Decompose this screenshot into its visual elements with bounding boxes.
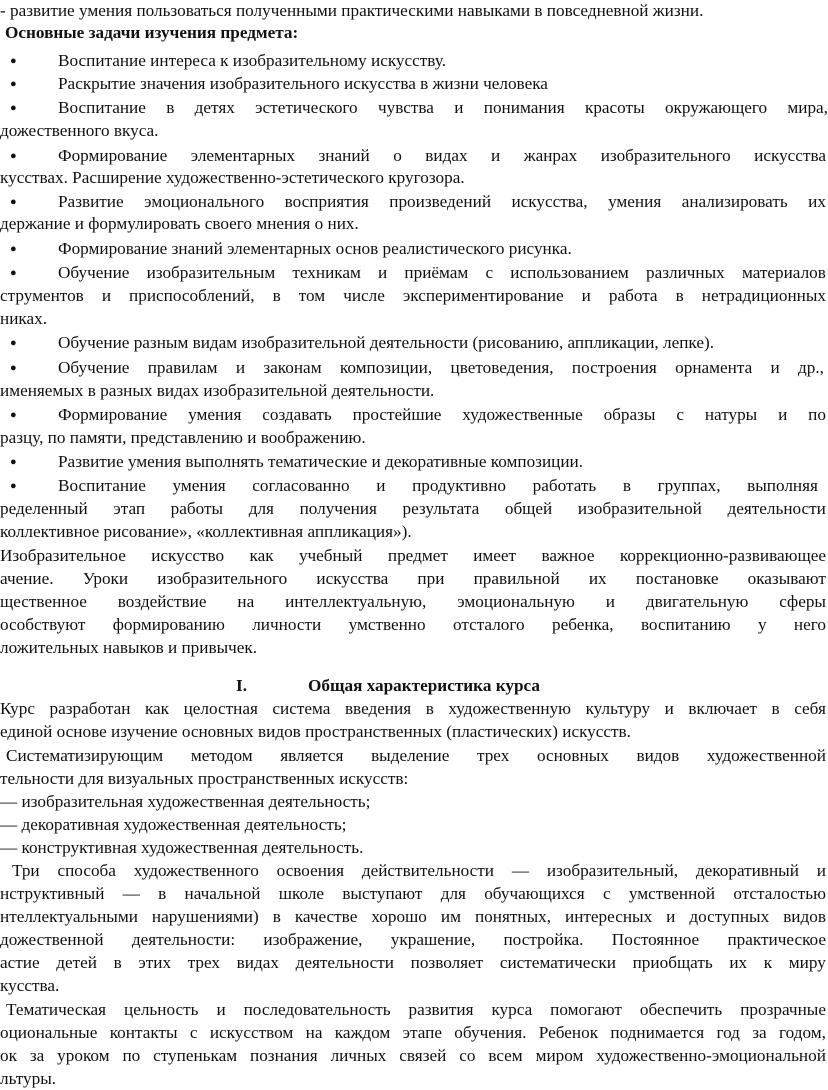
bullet-icon: ● [10,78,17,90]
text-line: дожественного вкуса. [0,121,159,140]
paragraph-line: ложительных навыков и привычек. [0,638,258,657]
paragraph-line: тельности для визуальных пространственных искусств: [0,769,409,788]
bullet-icon: ● [10,150,17,162]
list-item: Развитие эмоционального восприятия произведений искусства, умения анализировать их [58,192,826,211]
list-item: Формирование умения создавать простейшие художественные образы с натуры и по [58,405,826,424]
list-line: — изобразительная художественная деятельность; [0,792,371,811]
paragraph-line: особствуют формированию личности умственно отсталого ребенка, воспитанию у него [0,615,826,634]
text-line: ределенный этап работы для получения результата общей изобразительной деятельности [0,499,826,518]
text-line: - развитие умения пользоваться полученными практическими навыками в повседневной жизни. [0,1,704,20]
paragraph-line: нтеллектуальными нарушениями) в качестве хорошо им понятных, интересных и доступных видов [0,907,826,926]
bullet-icon: ● [10,409,17,421]
bullet-icon: ● [10,480,17,492]
section-heading: Основные задачи изучения предмета: [5,23,299,42]
list-item: Формирование знаний элементарных основ реалистического рисунка. [58,239,572,258]
text-line: разцу, по памяти, представлению и воображению. [0,428,366,447]
bullet-icon: ● [10,102,17,114]
section-number: I. [236,676,247,695]
paragraph-line: Курс разработан как целостная система введения в художественную культуру и включает в себя [0,699,826,718]
list-item: Обучение разным видам изобразительной деятельности (рисованию, аппликации, лепке). [58,333,714,352]
list-item: Развитие умения выполнять тематические и декоративные композиции. [58,452,584,471]
bullet-icon: ● [10,337,17,349]
list-line: — конструктивная художественная деятельность. [0,838,364,857]
paragraph-line: ачение. Уроки изобразительного искусства при правильной их постановке оказывают [0,569,826,588]
text-line: кусствах. Расширение художественно-эстетического кругозора. [0,168,465,187]
text-line: струментов и приспособлений, в том числе экспериментирование и работа в нетрадиционных [0,286,826,305]
paragraph-line: Три способа художественного освоения действительности — изобразительный, декоративный и [12,861,826,880]
bullet-icon: ● [10,362,17,374]
paragraph-line: льтуры. [0,1069,57,1088]
paragraph-line: астие детей в этих трех видах деятельности позволяет систематически приобщать их к миру [0,953,826,972]
section-title: Общая характеристика курса [308,676,540,695]
text-line: коллективное рисование», «коллективная аппликация»). [0,522,412,541]
paragraph-line: Изобразительное искусство как учебный предмет имеет важное коррекционно-развивающее [0,546,826,565]
list-item: Обучение изобразительным техникам и приёмам с использованием различных материалов [58,263,826,282]
list-item: Воспитание в детях эстетического чувства и понимания красоты окружающего мира, [58,98,828,117]
paragraph-line: ок за уроком по ступенькам познания личных связей со всем миром художественно-эмоциональной [0,1046,826,1065]
paragraph-line: щественное воздействие на интеллектуальную, эмоциональную и двигательную сферы [0,592,826,611]
list-item: Формирование элементарных знаний о видах и жанрах изобразительного искусства [58,146,826,165]
paragraph-line: оциональные контакты с искусством на каждом этапе обучения. Ребенок поднимается год за годом, [0,1023,826,1042]
bullet-icon: ● [10,243,17,255]
text-line: держание и формулировать своего мнения о них. [0,214,359,233]
paragraph-line: Систематизирующим методом является выделение трех основных видов художественной [6,746,826,765]
paragraph-line: Тематическая цельность и последовательность развития курса помогают обеспечить прозрачные [6,1000,826,1019]
text-line: именяемых в разных видах изобразительной деятельности. [0,381,435,400]
list-item: Воспитание интереса к изобразительному искусству. [58,51,446,70]
paragraph-line: единой основе изучение основных видов пространственных (пластических) искусств. [0,722,631,741]
bullet-icon: ● [10,267,17,279]
paragraph-line: дожественной деятельности: изображение, украшение, постройка. Постоянное практическое [0,930,826,949]
list-item: Раскрытие значения изобразительного искусства в жизни человека [58,74,548,93]
list-item: Воспитание умения согласованно и продуктивно работать в группах, выполняя [58,476,818,495]
list-item: Обучение правилам и законам композиции, цветоведения, построения орнамента и др., [58,358,824,377]
bullet-icon: ● [10,55,17,67]
list-line: — декоративная художественная деятельность; [0,815,347,834]
text-line: никах. [0,309,48,328]
paragraph-line: нструктивный — в начальной школе выступают для обучающихся с умственной отсталостью [0,884,826,903]
bullet-icon: ● [10,196,17,208]
bullet-icon: ● [10,456,17,468]
paragraph-line: кусства. [0,976,60,995]
